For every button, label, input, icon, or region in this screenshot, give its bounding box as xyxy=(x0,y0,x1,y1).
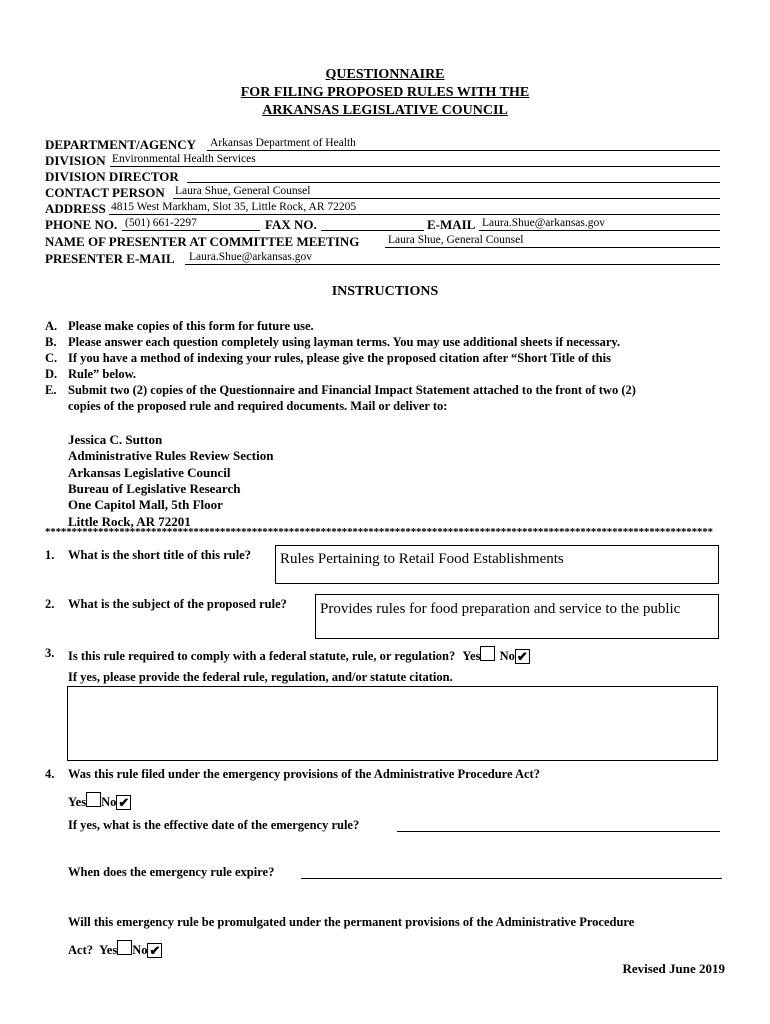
contact-person-field[interactable]: Laura Shue, General Counsel xyxy=(175,185,311,197)
instruction-letter: C. xyxy=(45,351,58,365)
instruction-item-e xyxy=(45,382,735,398)
department-field[interactable]: Arkansas Department of Health xyxy=(210,137,356,149)
q4-expire-row xyxy=(68,865,722,882)
mailing-address-line: One Capitol Mall, 5th Floor xyxy=(68,497,223,512)
question-2-number: 2. xyxy=(45,597,55,611)
phone-line xyxy=(122,230,260,231)
q3-no-checkbox[interactable] xyxy=(515,649,530,664)
address-row xyxy=(45,200,720,217)
presenter-line xyxy=(385,247,720,248)
q4-permanent-text: Will this emergency rule be promulgated under the permanent provisions of the Administrative Procedure xyxy=(68,915,635,929)
email-label: E-MAIL xyxy=(427,217,476,232)
instruction-item-d xyxy=(45,366,735,382)
q4-expire-line[interactable] xyxy=(301,878,722,879)
instruction-item-e-continued xyxy=(45,398,735,414)
presenter-row xyxy=(45,233,720,250)
form-title-line-1: QUESTIONNAIRE xyxy=(325,67,445,82)
q4-permanent-act-label: Act? xyxy=(68,943,93,957)
address-field[interactable]: 4815 West Markham, Slot 35, Little Rock, AR 72205 xyxy=(111,201,357,213)
instruction-text: Please make copies of this form for future use. xyxy=(68,319,314,333)
q4-yes-label: Yes xyxy=(68,795,87,809)
question-3-text: Is this rule required to comply with a federal statute, rule, or regulation? xyxy=(68,649,456,663)
mailing-address-line: Bureau of Legislative Research xyxy=(68,481,241,496)
short-title-answer: Rules Pertaining to Retail Food Establishments xyxy=(280,551,564,567)
q4-permanent-row xyxy=(68,940,162,958)
question-2-text: What is the subject of the proposed rule? xyxy=(68,597,287,611)
instruction-text: Please answer each question completely using layman terms. You may use additional sheets if necessary. xyxy=(68,335,621,349)
division-director-label: DIVISION DIRECTOR xyxy=(45,169,179,184)
q4-permanent-yes-checkbox[interactable] xyxy=(117,940,132,955)
q4-effective-date-text: If yes, what is the effective date of the emergency rule? xyxy=(68,818,360,832)
instruction-letter: D. xyxy=(45,367,58,381)
instruction-text: Submit two (2) copies of the Questionnaire and Financial Impact Statement attached to the front of two (2) xyxy=(68,383,636,397)
phone-field[interactable]: (501) 661-2297 xyxy=(125,217,197,229)
q3-no-label: No xyxy=(499,649,515,663)
q4-effective-date-row xyxy=(68,818,720,835)
mailing-address-line: Little Rock, AR 72201 xyxy=(68,514,191,529)
instruction-text: Rule” below. xyxy=(68,367,137,381)
check-icon: ✔ xyxy=(149,943,161,958)
contact-person-label: CONTACT PERSON xyxy=(45,185,165,200)
form-title-line-3: ARKANSAS LEGISLATIVE COUNCIL xyxy=(262,103,508,118)
mailing-address-line: Arkansas Legislative Council xyxy=(68,465,231,480)
division-director-line xyxy=(187,182,720,183)
question-4-text: Was this rule filed under the emergency provisions of the Administrative Procedure Act? xyxy=(68,767,540,781)
division-field[interactable]: Environmental Health Services xyxy=(112,153,256,165)
q4-yes-no-row xyxy=(68,792,131,810)
q4-yes-checkbox[interactable] xyxy=(86,792,101,807)
presenter-email-line xyxy=(185,264,720,265)
fax-line xyxy=(321,230,424,231)
instruction-letter: A. xyxy=(45,319,58,333)
address-line xyxy=(109,214,720,215)
phone-label: PHONE NO. xyxy=(45,217,118,232)
instruction-item-c xyxy=(45,350,735,366)
q4-permanent-no-checkbox[interactable] xyxy=(147,943,162,958)
department-line xyxy=(207,150,720,151)
subject-answer: Provides rules for food preparation and service to the public xyxy=(320,601,681,617)
question-3-row xyxy=(68,646,530,664)
form-title-line-2: FOR FILING PROPOSED RULES WITH THE xyxy=(240,85,530,100)
email-line xyxy=(479,230,720,231)
mailing-address-line: Jessica C. Sutton xyxy=(68,432,163,447)
instruction-text: If you have a method of indexing your rules, please give the proposed citation after “Short Title of this xyxy=(68,351,611,365)
department-label: DEPARTMENT/AGENCY xyxy=(45,137,196,152)
presenter-email-field[interactable]: Laura.Shue@arkansas.gov xyxy=(189,251,312,263)
q4-effective-date-line[interactable] xyxy=(397,831,720,832)
instructions-heading: INSTRUCTIONS xyxy=(331,284,439,299)
check-icon: ✔ xyxy=(516,649,528,664)
instruction-letter: E. xyxy=(45,383,57,397)
contact-person-line xyxy=(173,198,720,199)
presenter-email-row xyxy=(45,250,720,267)
contact-person-row xyxy=(45,184,720,201)
presenter-label: NAME OF PRESENTER AT COMMITTEE MEETING xyxy=(45,234,360,249)
q3-yes-checkbox[interactable] xyxy=(480,646,495,661)
question-4-number: 4. xyxy=(45,767,55,781)
presenter-field[interactable]: Laura Shue, General Counsel xyxy=(388,234,524,246)
asterisk-separator: ****************************************************************************************************************************** xyxy=(45,526,713,538)
division-line xyxy=(110,166,720,167)
question-3-followup: If yes, please provide the federal rule, regulation, and/or statute citation. xyxy=(68,670,453,684)
q4-permanent-yes-label: Yes xyxy=(99,943,118,957)
revision-footer: Revised June 2019 xyxy=(622,961,725,976)
instruction-item-b xyxy=(45,334,735,350)
address-label: ADDRESS xyxy=(45,201,106,216)
email-field[interactable]: Laura.Shue@arkansas.gov xyxy=(482,217,605,229)
presenter-email-label: PRESENTER E-MAIL xyxy=(45,251,175,266)
instruction-item-a xyxy=(45,318,735,334)
subject-answer-box[interactable] xyxy=(315,594,719,639)
question-3-number: 3. xyxy=(45,646,55,660)
phone-fax-email-row xyxy=(45,216,720,233)
q4-expire-text: When does the emergency rule expire? xyxy=(68,865,275,879)
department-row xyxy=(45,136,720,153)
question-1-number: 1. xyxy=(45,548,55,562)
q4-permanent-no-label: No xyxy=(132,943,148,957)
check-icon: ✔ xyxy=(118,795,130,810)
division-label: DIVISION xyxy=(45,153,106,168)
federal-citation-box[interactable] xyxy=(67,686,718,761)
q4-no-label: No xyxy=(101,795,117,809)
fax-label: FAX NO. xyxy=(265,217,317,232)
instruction-letter: B. xyxy=(45,335,57,349)
q3-yes-label: Yes xyxy=(462,649,481,663)
division-row xyxy=(45,152,720,169)
division-director-row xyxy=(45,168,720,185)
short-title-answer-box[interactable] xyxy=(275,545,719,584)
question-1-text: What is the short title of this rule? xyxy=(68,548,251,562)
q4-no-checkbox[interactable] xyxy=(116,795,131,810)
instruction-text: copies of the proposed rule and required documents. Mail or deliver to: xyxy=(68,399,448,413)
mailing-address-line: Administrative Rules Review Section xyxy=(68,448,274,463)
